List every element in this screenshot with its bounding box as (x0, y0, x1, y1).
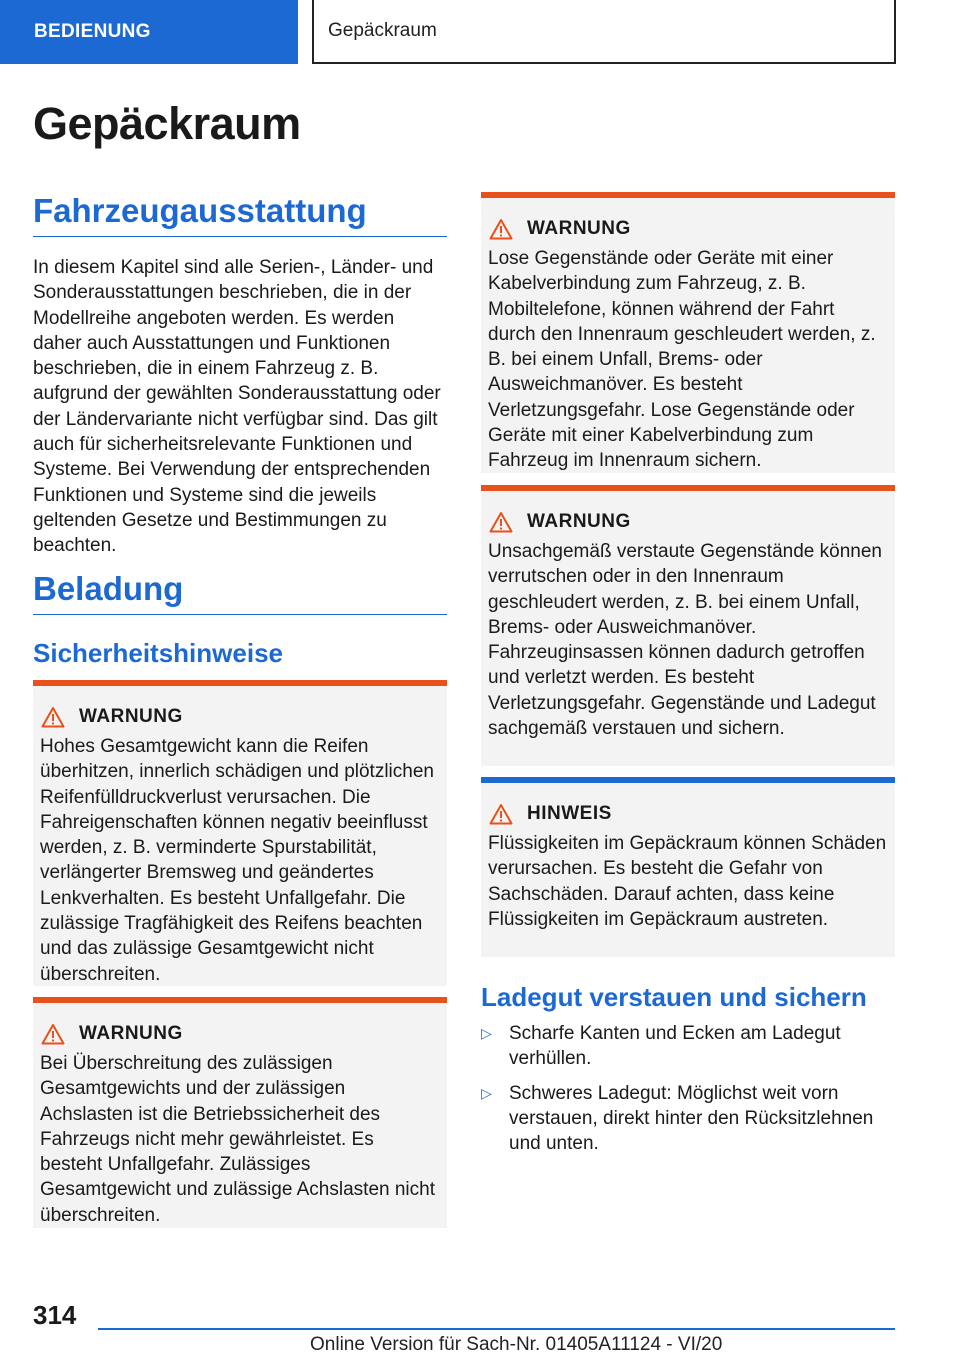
cargo-stowage-heading: Ladegut verstauen und sichern (481, 982, 867, 1012)
warning-text: Unsachgemäß verstaute Gegenstände können verrutschen oder in den Innenraum geschleudert werden, z. B. bei einem Unfall, Brems- oder Ausweichmanöver. Fahrzeuginsassen können dadurch getroffen und verletzt werden. Es besteht Verletzungsgefahr. Gegenstände und Ladegut sachgemäß verstauen und sichern. (488, 541, 882, 740)
warning-box-loose-objects (481, 192, 895, 473)
footer-divider (98, 1328, 895, 1330)
chapter-label: BEDIENUNG (34, 21, 151, 42)
page-title: Gepäckraum (33, 98, 301, 149)
triangle-right-icon: ▷ (481, 1084, 492, 1101)
vehicle-equipment-text: In diesem Kapitel sind alle Serien-, Länder- und Sonderausstattungen beschrieben, die in der Modellreihe angeboten werden. Es werden daher auch Ausstattungen und Funktionen beschrieben, die in einem Fahrzeug z. B. aufgrund der gewählten Sonderausstattung oder der Ländervariante nicht verfügbar sind. Das gilt auch für sicherheitsrelevante Funktionen und Systeme. Bei Verwendung der entsprechenden Funktionen und Systeme sind die jeweils geltenden Gesetze und Bestimmungen zu beachten. (33, 257, 441, 557)
warning-box-axle-load (33, 997, 447, 1228)
page-number: 314 (33, 1300, 77, 1330)
safety-notes-heading: Sicherheitshinweise (33, 638, 283, 668)
vehicle-equipment-heading: Fahrzeugausstattung (33, 192, 447, 237)
chapter-tab (0, 0, 298, 64)
warning-triangle-icon (41, 1023, 65, 1045)
warning-label: WARNUNG (527, 218, 631, 239)
notice-label: HINWEIS (527, 803, 612, 824)
notice-text: Flüssigkeiten im Gepäckraum können Schäden verursachen. Es besteht die Gefahr von Sachschäden. Darauf achten, dass keine Flüssigkeiten im Gepäckraum austreten. (488, 833, 887, 930)
cargo-stowage-list (481, 1021, 895, 1165)
warning-triangle-icon (489, 803, 513, 825)
warning-triangle-icon (489, 511, 513, 533)
loading-heading: Beladung (33, 570, 447, 615)
warning-text: Hohes Gesamtgewicht kann die Reifen überhitzen, innerlich schädigen und plötzlichen Reifenfülldruckverlust verursachen. Die Fahreigenschaften können negativ beeinflusst werden, z. B. verminderte Spurstabilität, verlängerter Bremsweg und geändertes Lenkverhalten. Es besteht Unfallgefahr. Die zulässige Tragfähigkeit des Reifens beachten und das zulässige Gesamtgewicht nicht überschreiten. (40, 736, 434, 985)
warning-triangle-icon (489, 218, 513, 240)
warning-box-stowage (481, 485, 895, 766)
list-item: ▷ Schweres Ladegut: Möglichst weit vorn verstauen, direkt hinter den Rücksitzlehnen und unten. (481, 1082, 874, 1155)
section-label: Gepäckraum (328, 20, 437, 41)
warning-text: Lose Gegenstände oder Geräte mit einer Kabelverbindung zum Fahrzeug, z. B. Mobiltelefone, können während der Fahrt durch den Innenraum geschleudert werden, z. B. bei einem Unfall, Brems- oder Ausweichmanöver. Es besteht Verletzungsgefahr. Lose Gegenstände oder Geräte mit einer Kabelverbindung zum Fahrzeug im Innenraum sichern. (488, 248, 876, 472)
warning-label: WARNUNG (79, 1023, 183, 1044)
list-item: ▷ Scharfe Kanten und Ecken am Ladegut verhüllen. (481, 1023, 841, 1070)
warning-text: Bei Überschreitung des zulässigen Gesamtgewichts und der zulässigen Achslasten ist die Betriebssicherheit des Fahrzeugs nicht mehr gewährleistet. Es besteht Unfallgefahr. Zulässiges Gesamtgewicht und zulässige Achslasten nicht überschreiten. (40, 1053, 435, 1226)
triangle-right-icon: ▷ (481, 1025, 492, 1041)
warning-label: WARNUNG (527, 511, 631, 532)
online-version-link[interactable]: Online Version für Sach-Nr. 01405A11124 - VI/20 (310, 1334, 723, 1355)
warning-triangle-icon (41, 706, 65, 728)
warning-box-tire-load (33, 680, 447, 986)
section-header (312, 0, 896, 64)
notice-box-liquids (481, 777, 895, 957)
warning-label: WARNUNG (79, 706, 183, 727)
